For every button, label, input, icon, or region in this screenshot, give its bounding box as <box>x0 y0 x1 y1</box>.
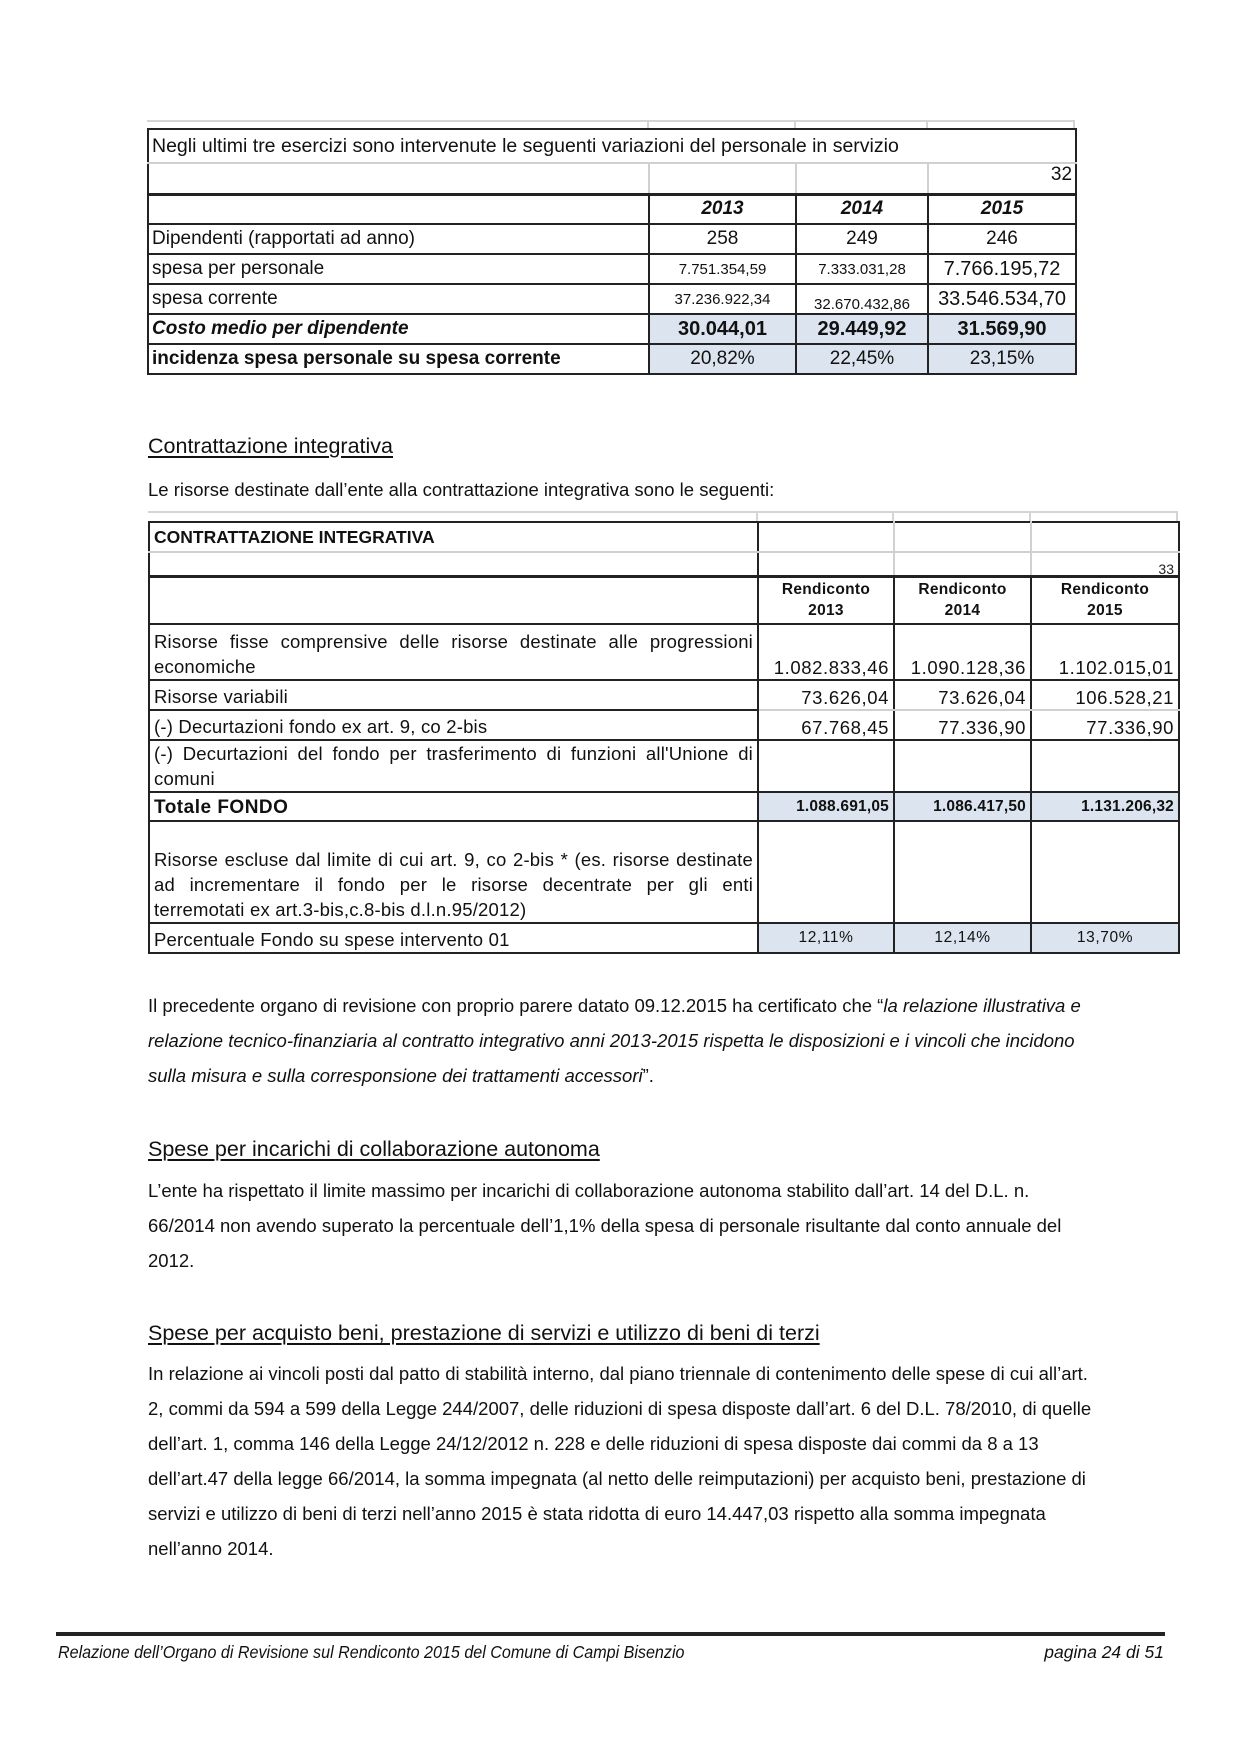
column-header: 2015 <box>928 194 1076 224</box>
cell-value: 1.090.128,36 <box>894 624 1031 680</box>
staff-table-ref-number: 32 <box>928 163 1076 194</box>
row-label: Percentuale Fondo su spese intervento 01 <box>149 923 758 953</box>
table-row <box>149 710 1179 740</box>
cell-value: 73.626,04 <box>758 680 894 710</box>
cell-value: 1.088.691,05 <box>758 792 894 821</box>
table-row <box>149 821 1179 923</box>
fund-table-ref-number: 33 <box>1031 552 1179 576</box>
table-row-total <box>149 792 1179 821</box>
staff-table-header-row <box>148 194 1076 224</box>
fund-table-header-row <box>149 576 1179 624</box>
row-label: spesa per personale <box>148 254 649 284</box>
table-row <box>148 254 1076 284</box>
section-heading-acquisto: Spese per acquisto beni, prestazione di servizi e utilizzo di beni di terzi <box>148 1321 820 1345</box>
row-label: Totale FONDO <box>149 792 758 821</box>
fund-table-title: CONTRATTAZIONE INTEGRATIVA <box>149 522 758 552</box>
cell-value <box>894 740 1031 792</box>
column-header: 2013 <box>649 194 796 224</box>
cell-value: 77.336,90 <box>894 710 1031 740</box>
footer-document-title: Relazione dell’Organo di Revisione sul Rendiconto 2015 del Comune di Campi Bisenzio <box>58 1642 685 1662</box>
footer-page-number: pagina 24 di 51 <box>1044 1642 1164 1662</box>
cell-value: 20,82% <box>649 344 796 374</box>
row-label: (-) Decurtazioni fondo ex art. 9, co 2-bis <box>149 710 758 740</box>
acquisto-body: In relazione ai vincoli posti dal patto di stabilità interno, dal piano triennale di contenimento delle spese di cui all’art. 2, commi da 594 a 599 della Legge 244/2007, delle riduzioni di spesa disposte dall’art. 6 del D.L. 78/2010, di quelle dell’art. 1, comma 146 della Legge 24/12/2012 n. 228 e delle riduzioni di spesa disposte dai commi da 8 a 13 dell’art.47 della legge 66/2014, la somma impegnata (al netto delle reimputazioni) per acquisto beni, prestazione di servizi e utilizzo di beni di terzi nell’anno 2015 è stata ridotta di euro 14.447,03 rispetto alla somma impegnata nell’anno 2014. <box>148 1363 1092 1559</box>
column-header: 2014 <box>796 194 928 224</box>
cell-value: 1.131.206,32 <box>1031 792 1179 821</box>
column-header: Rendiconto 2013 <box>758 576 894 624</box>
cell-value: 31.569,90 <box>928 314 1076 344</box>
spreadsheet-gridline <box>148 511 1178 521</box>
cell-value: 37.236.922,34 <box>649 284 796 314</box>
contrattazione-intro: Le risorse destinate dall’ente alla contrattazione integrativa sono le seguenti: <box>148 479 775 500</box>
table-row <box>149 680 1179 710</box>
table-row <box>149 624 1179 680</box>
section-heading-collaborazione: Spese per incarichi di collaborazione autonoma <box>148 1137 600 1161</box>
row-label: Risorse escluse dal limite di cui art. 9, co 2-bis * (es. risorse destinate ad incrementare il fondo per le risorse decentrate per gli enti terremotati ex art.3-bis,c.8-bis d.l.n.95/2012) <box>149 821 758 923</box>
cell-value: 13,70% <box>1031 923 1179 953</box>
cell-value <box>894 821 1031 923</box>
cell-value: 67.768,45 <box>758 710 894 740</box>
cell-value: 12,14% <box>894 923 1031 953</box>
collaborazione-body: L’ente ha rispettato il limite massimo per incarichi di collaborazione autonoma stabilito dall’art. 14 del D.L. n. 66/2014 non avendo superato la percentuale dell’1,1% della spesa di personale risultante dal conto annuale del 2012. <box>148 1180 1062 1271</box>
table-row <box>148 314 1076 344</box>
spreadsheet-gridline <box>147 120 1075 128</box>
cell-value: 73.626,04 <box>894 680 1031 710</box>
row-label: Risorse variabili <box>149 680 758 710</box>
certification-paragraph: Il precedente organo di revisione con proprio parere datato 09.12.2015 ha certificato che “la relazione illustrativa e relazione tecnico-finanziaria al contratto integrativo anni 2013-2015 rispetta le disposizioni e i vincoli che incidono sulla misura e sulla corresponsione dei trattamenti accessori”. <box>148 995 1081 1086</box>
row-label: incidenza spesa personale su spesa corrente <box>148 344 649 374</box>
cell-value: 1.082.833,46 <box>758 624 894 680</box>
row-label: Costo medio per dipendente <box>148 314 649 344</box>
section-heading-contrattazione: Contrattazione integrativa <box>148 434 394 458</box>
cell-value: 7.333.031,28 <box>796 254 928 284</box>
table-row <box>148 284 1076 314</box>
cell-value: 32.670.432,86 <box>796 284 928 314</box>
column-header: Rendiconto 2014 <box>894 576 1031 624</box>
cell-value: 22,45% <box>796 344 928 374</box>
cell-value <box>758 740 894 792</box>
staff-table-title: Negli ultimi tre esercizi sono intervenute le seguenti variazioni del personale in servizio <box>148 129 1076 163</box>
cell-value: 7.766.195,72 <box>928 254 1076 284</box>
cell-value: 258 <box>649 224 796 254</box>
cell-value: 1.086.417,50 <box>894 792 1031 821</box>
row-label: (-) Decurtazioni del fondo per trasferimento di funzioni all'Unione di comuni <box>149 740 758 792</box>
table-row <box>149 923 1179 953</box>
cell-value: 106.528,21 <box>1031 680 1179 710</box>
cell-value: 7.751.354,59 <box>649 254 796 284</box>
cell-value: 29.449,92 <box>796 314 928 344</box>
column-header: Rendiconto 2015 <box>1031 576 1179 624</box>
table-row <box>149 740 1179 792</box>
cell-value <box>758 821 894 923</box>
cell-value <box>1031 821 1179 923</box>
cell-value <box>1031 740 1179 792</box>
row-label: spesa corrente <box>148 284 649 314</box>
cell-value: 30.044,01 <box>649 314 796 344</box>
table-row <box>148 344 1076 374</box>
table-row <box>148 224 1076 254</box>
cell-value: 12,11% <box>758 923 894 953</box>
cell-value: 33.546.534,70 <box>928 284 1076 314</box>
certification-quote: la relazione illustrativa e relazione tecnico-finanziaria al contratto integrativo anni 2013-2015 rispetta le disposizioni e i vincoli che incidono sulla misura e sulla corresponsione dei trattamenti accessori <box>148 995 1081 1086</box>
footer-divider <box>56 1632 1165 1636</box>
cell-value: 1.102.015,01 <box>1031 624 1179 680</box>
cell-value: 77.336,90 <box>1031 710 1179 740</box>
row-label: Risorse fisse comprensive delle risorse destinate alle progressioni economiche <box>149 624 758 680</box>
cell-value: 23,15% <box>928 344 1076 374</box>
row-label: Dipendenti (rapportati ad anno) <box>148 224 649 254</box>
cell-value: 246 <box>928 224 1076 254</box>
cell-value: 249 <box>796 224 928 254</box>
